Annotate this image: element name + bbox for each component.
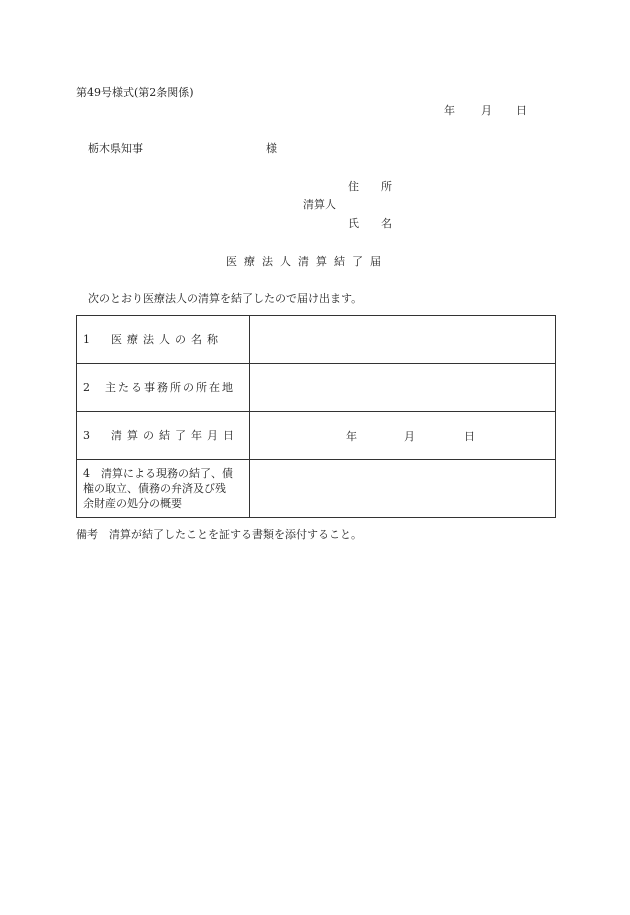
completion-year: 年 [346,429,357,443]
addressee: 栃木県知事 [88,142,143,155]
row-label: 2 主たる事務所の所在地 [77,364,250,412]
table-row [77,460,556,518]
completion-month: 月 [404,429,415,443]
table-row [77,412,556,460]
row-value-field[interactable] [250,364,556,412]
page-title: 医療法人清算結了届 [226,255,388,268]
address-label: 住 所 [348,180,392,193]
intro-text: 次のとおり医療法人の清算を結了したので届け出ます。 [88,292,363,305]
completion-day: 日 [464,429,475,443]
date-month: 月 [481,104,492,117]
honorific: 様 [266,142,277,155]
liquidation-form-table [76,315,556,518]
liquidator-label: 清算人 [303,198,336,211]
table-row [77,316,556,364]
row-label-line: 余財産の処分の概要 [83,497,182,510]
remarks-note: 備考 清算が結了したことを証する書類を添付すること。 [76,528,362,541]
date-day: 日 [516,104,527,117]
row-label-line: 4 清算による現務の結了、債 [83,467,233,480]
table-row [77,364,556,412]
form-number: 第49号様式(第2条関係) [76,86,194,99]
row-label-line: 権の取立、債務の弁済及び残 [83,482,226,495]
row-value-field[interactable] [250,460,556,518]
date-year: 年 [444,104,455,117]
row-value-field[interactable] [250,412,556,460]
row-label: 3 清算の結了年月日 [77,412,250,460]
row-label [77,460,250,518]
row-value-field[interactable] [250,316,556,364]
name-label: 氏 名 [348,217,392,230]
row-label: 1 医療法人の名称 [77,316,250,364]
